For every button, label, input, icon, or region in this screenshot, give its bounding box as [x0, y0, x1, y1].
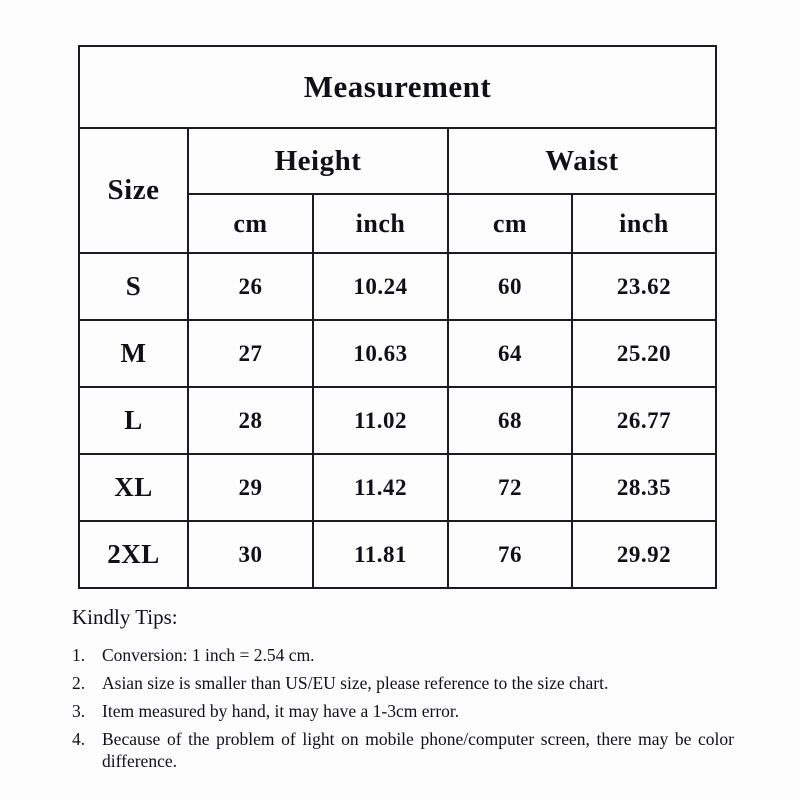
data-cell: 25.20: [572, 320, 716, 387]
data-cell: 10.63: [313, 320, 448, 387]
table-row: [79, 454, 716, 521]
tips-heading: Kindly Tips:: [72, 605, 178, 629]
list-item: [70, 672, 734, 694]
tip-text: Conversion: 1 inch = 2.54 cm.: [102, 645, 315, 665]
table-row: [79, 521, 716, 588]
list-item: [70, 728, 734, 772]
table-row: [79, 253, 716, 320]
waist-inch-header: inch: [572, 194, 716, 253]
data-cell: 64: [448, 320, 572, 387]
size-cell: L: [79, 387, 188, 454]
tip-number: 1.: [72, 645, 86, 665]
data-cell: 11.81: [313, 521, 448, 588]
list-item: [70, 644, 734, 666]
table-row: [79, 387, 716, 454]
data-cell: 28.35: [572, 454, 716, 521]
height-inch-header: inch: [313, 194, 448, 253]
tip-number: 3.: [72, 701, 86, 721]
data-cell: 30: [188, 521, 313, 588]
table-row: [79, 320, 716, 387]
data-cell: 11.42: [313, 454, 448, 521]
tip-text: Asian size is smaller than US/EU size, please reference to the size chart.: [102, 673, 609, 693]
data-cell: 27: [188, 320, 313, 387]
data-cell: 10.24: [313, 253, 448, 320]
kindly-tips-section: [70, 606, 734, 772]
data-cell: 28: [188, 387, 313, 454]
group-header-row: [79, 128, 716, 194]
measurement-table: [78, 45, 717, 589]
data-cell: 26: [188, 253, 313, 320]
data-cell: 11.02: [313, 387, 448, 454]
size-cell: S: [79, 253, 188, 320]
size-cell: 2XL: [79, 521, 188, 588]
data-cell: 76: [448, 521, 572, 588]
tip-number: 4.: [72, 729, 86, 749]
tip-number: 2.: [72, 673, 86, 693]
size-cell: M: [79, 320, 188, 387]
data-cell: 29: [188, 454, 313, 521]
size-cell: XL: [79, 454, 188, 521]
data-cell: 29.92: [572, 521, 716, 588]
waist-cm-header: cm: [448, 194, 572, 253]
data-cell: 72: [448, 454, 572, 521]
data-cell: 60: [448, 253, 572, 320]
table-title: Measurement: [79, 46, 716, 128]
tip-text: Item measured by hand, it may have a 1-3cm error.: [102, 701, 460, 721]
waist-group-header: Waist: [448, 128, 716, 194]
data-cell: 68: [448, 387, 572, 454]
height-cm-header: cm: [188, 194, 313, 253]
tip-text: Because of the problem of light on mobile phone/computer screen, there may be color difference.: [102, 729, 734, 771]
data-cell: 26.77: [572, 387, 716, 454]
table-title-row: [79, 46, 716, 128]
data-cell: 23.62: [572, 253, 716, 320]
list-item: [70, 700, 734, 722]
size-column-header: Size: [79, 128, 188, 253]
height-group-header: Height: [188, 128, 448, 194]
tips-list: [70, 644, 734, 772]
